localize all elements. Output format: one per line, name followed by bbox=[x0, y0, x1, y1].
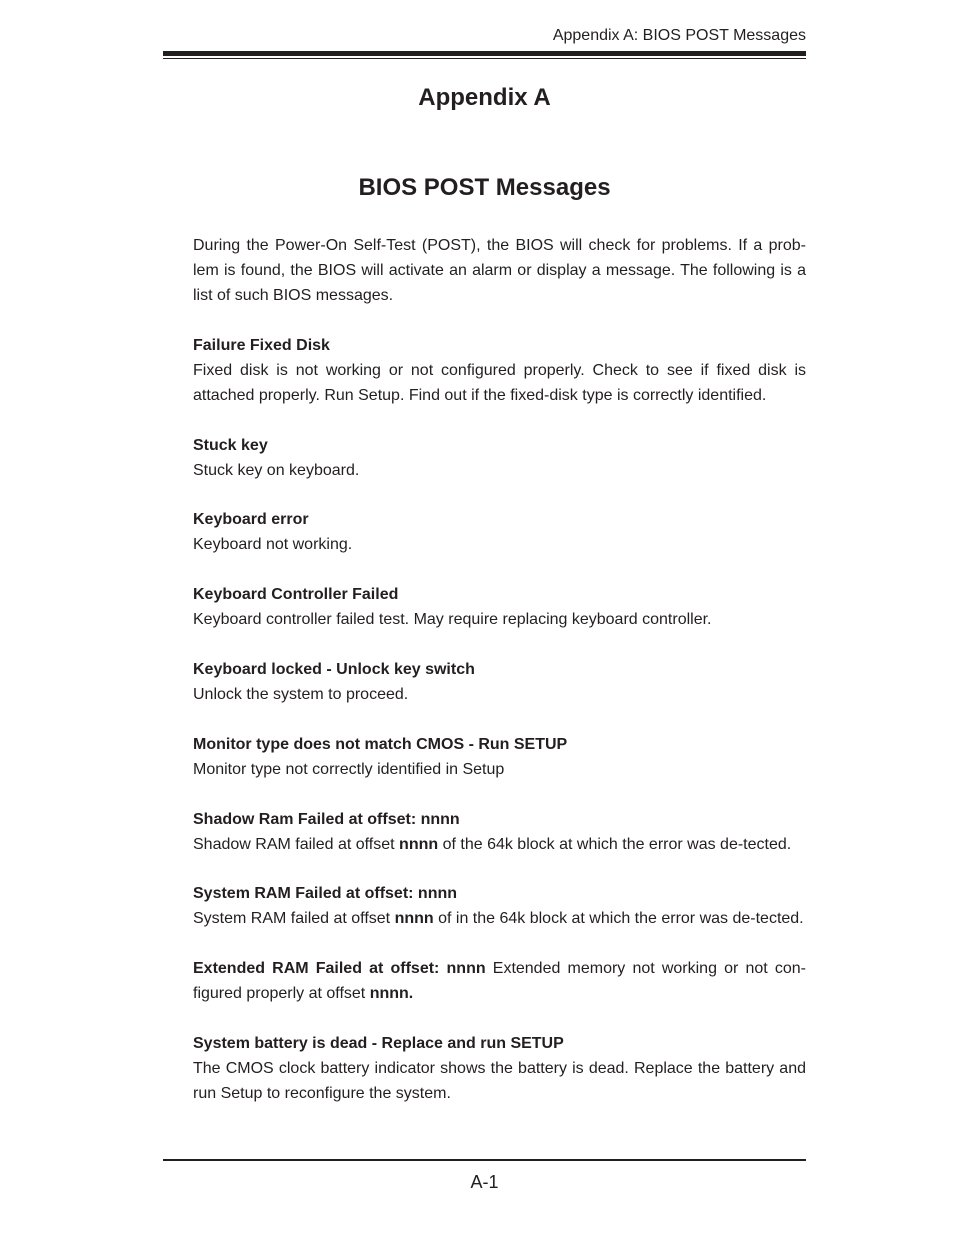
appendix-title bbox=[163, 84, 806, 112]
message-entry-keyboard-error bbox=[193, 507, 806, 557]
message-description: The CMOS clock battery indicator shows the battery is dead. Replace the battery and run Setup to reconfigure the system. bbox=[193, 1060, 806, 1102]
message-title: Keyboard error bbox=[193, 511, 309, 528]
message-entry-stuck-key bbox=[193, 433, 806, 483]
message-title: Keyboard locked - Unlock key switch bbox=[193, 661, 475, 678]
content-body bbox=[193, 233, 806, 1106]
message-description bbox=[193, 832, 806, 857]
message-title: Monitor type does not match CMOS - Run SETUP bbox=[193, 736, 568, 753]
message-title: Shadow Ram Failed at offset: nnnn bbox=[193, 811, 460, 828]
message-entry-system-battery-dead bbox=[193, 1031, 806, 1106]
message-text: System RAM failed at offset bbox=[193, 910, 395, 927]
message-title: Extended RAM Failed at offset: nnnn bbox=[193, 960, 486, 977]
message-entry-system-ram-failed bbox=[193, 881, 806, 931]
message-entry-extended-ram-failed bbox=[193, 956, 806, 1006]
message-entry-keyboard-locked bbox=[193, 657, 806, 707]
running-header: Appendix A: BIOS POST Messages bbox=[552, 27, 806, 44]
message-description: Monitor type not correctly identified in Setup bbox=[193, 761, 505, 778]
message-title: System RAM Failed at offset: nnnn bbox=[193, 885, 458, 902]
message-description: Keyboard not working. bbox=[193, 536, 353, 553]
message-title: Keyboard Controller Failed bbox=[193, 586, 399, 603]
message-text: Extended memory not working or not con-figured properly at offset bbox=[193, 960, 806, 1002]
message-description: Unlock the system to proceed. bbox=[193, 686, 409, 703]
message-text: of the 64k block at which the error was de-tected. bbox=[438, 836, 792, 853]
offset-placeholder: nnnn bbox=[394, 910, 434, 927]
message-entry-shadow-ram-failed bbox=[193, 807, 806, 857]
message-text: Shadow RAM failed at offset bbox=[193, 836, 400, 853]
message-description: Fixed disk is not working or not configured properly. Check to see if fixed disk is attached properly. Run Setup. Find out if the fixed-disk type is correctly identified. bbox=[193, 362, 806, 404]
message-title: Failure Fixed Disk bbox=[193, 337, 330, 354]
message-entry-failure-fixed-disk bbox=[193, 333, 806, 408]
page-title: BIOS POST Messages bbox=[358, 174, 611, 201]
intro-paragraph: During the Power-On Self-Test (POST), the BIOS will check for problems. If a prob-lem is found, the BIOS will activate an alarm or display a message. The following is a list of such BIOS messages. bbox=[193, 237, 806, 304]
message-description bbox=[193, 906, 806, 931]
footer-rule bbox=[163, 1159, 806, 1161]
message-entry-monitor-type bbox=[193, 732, 806, 782]
header-rule-thick bbox=[163, 51, 806, 56]
message-description: Stuck key on keyboard. bbox=[193, 462, 360, 479]
message-title: System battery is dead - Replace and run SETUP bbox=[193, 1035, 564, 1052]
message-entry-keyboard-controller-failed bbox=[193, 582, 806, 632]
offset-placeholder: nnnn. bbox=[369, 985, 414, 1002]
appendix-title-text: Appendix A bbox=[418, 84, 551, 111]
message-description: Keyboard controller failed test. May require replacing keyboard controller. bbox=[193, 611, 712, 628]
header-rule-thin bbox=[163, 58, 806, 59]
message-text: of in the 64k block at which the error was de-tected. bbox=[433, 910, 804, 927]
message-title: Stuck key bbox=[193, 437, 268, 454]
page-number: A-1 bbox=[470, 1172, 499, 1192]
offset-placeholder: nnnn bbox=[399, 836, 439, 853]
